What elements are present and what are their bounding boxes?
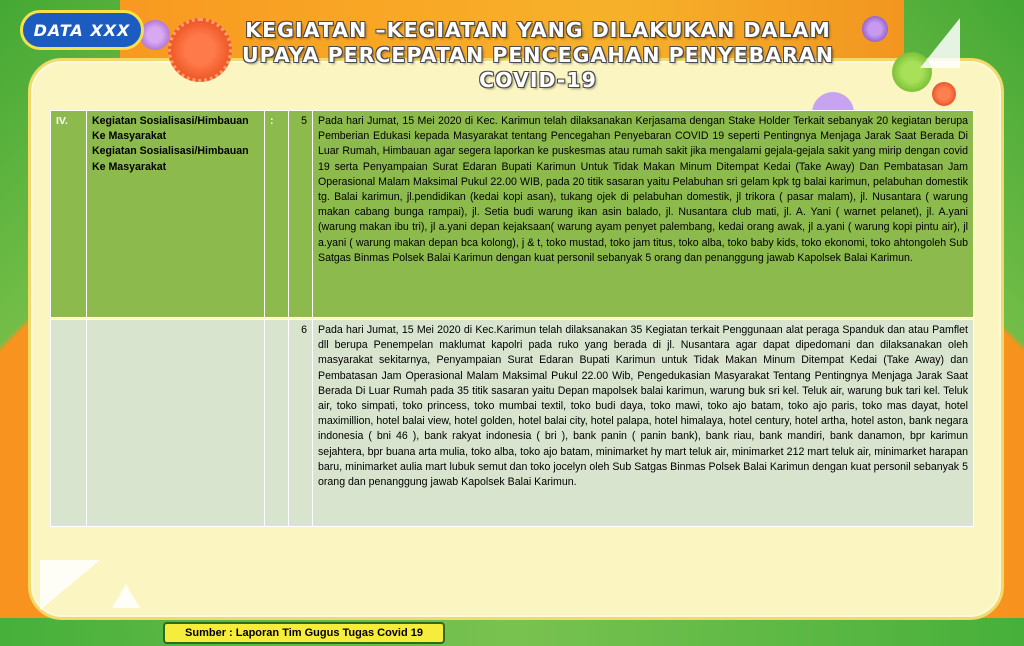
activity-table: [50, 110, 974, 527]
activity-description: Pada hari Jumat, 15 Mei 2020 di Kec.Karimun telah dilaksanakan 35 Kegiatan terkait Penggunaan alat peraga Spanduk dan atau Pamflet dll berupa Penempelan maklumat kapolri pada ruko yang berada di jl. Nusantara agar dapat dipedomani dan dilaksanakan oleh masyarakat sekitarnya, Penyampaian Surat Edaran Bupati Karimun untuk Tidak Makan Minum Ditempat Kedai (Take Away) dan Pembatasan Jam Operasional Malam Maksimal Pukul 22.00 Wib, Pengedukasian Masyarakat Tentang Pentingnya Menjaga Jarak Saat Berada Di Luar Rumah pada 35 titik sasaran yaitu Depan mapolsek balai karimun, warung buk sri kel. Teluk air, warung buk tari kel. Teluk air, toko simpati, toko princess, toko mumbai textil, toko budi daya, toko mawi, toko ajo batam, toko ajo paris, toko mas dayat, hotel maximillion, hotel balai view, hotel golden, hotel balai city, hotel palapa, hotel himalaya, hotel century, hotel artha, hotel aston, bank negara indonesia ( bni 46 ), bank rakyat indonesia ( bri ), bank panin ( panin bank), bank riau, bank mandiri, bank danamon, bpr karimun sejahtera, bpr buana arta mulia, toko alba, toko ajo batam, minimarket hy mart teluk air, minimarket 212 mart teluk air, minimarket harapan baru, minimarket aulia mart lubuk semut dan toko jocelyn oleh Sub Satgas Binmas Polsek Balai Karimun dengan kuat personil sebanyak 5 orang dan penanggung jawab Kapolsek Balai Karimun.: [313, 320, 974, 527]
separator-colon: :: [265, 111, 289, 318]
triangle-decor-icon: [40, 560, 100, 610]
item-number: 5: [289, 111, 313, 318]
data-badge: DATA XXX: [20, 10, 144, 50]
activity-category-label: Kegiatan Sosialisasi/Himbauan Ke Masyarakat: [92, 115, 249, 143]
table-row: [51, 111, 974, 318]
page-title: [200, 18, 876, 93]
virus-icon: [140, 20, 170, 50]
activity-description: Pada hari Jumat, 15 Mei 2020 di Kec. Karimun telah dilaksanakan Kerjasama dengan Stake Holder Terkait sebanyak 20 kegiatan berupa Pemberian Edukasi kepada Masyarakat tentang Pencegahan Penyebaran COVID 19 seperti Pentingnya Menjaga Jarak Saat Berada Di Luar Rumah, Himbauan agar segera laporkan ke puskesmas atau rumah sakit jika mengalami gejala-gejala sakit yang mirip dengan covid 19 serta Penyampaian Surat Edaran Bupati Karimun Untuk Tidak Makan Minum Ditempat Kedai (Take Away) Dan Pembatasan Jam Operasional Malam Maksimal Pukul 22.00 WIB, pada 20 titik sasaran yaitu Pelabuhan sri gelam kpk tg balai karimun, pelabuhan domestik tg. Balai karimun, jl.pendidikan (kedai kopi asan), tukang ojek di pelabuhan domestik, jl trikora ( pasar malam), jl. Nusantara ( warung makan cabang bunga rampai), jl. Setia budi warung ikan asin balado, jl. Nusantara club mati, jl. A. Yani ( warnet pelanet), jl. A.yani (warung makan ibu tri), jl a.yani depan kejaksaan( warung ayam penyet palembang, kedai orang awak, jl a.yani ( warung kopi pintu air), jl a.yani ( warung makan depan bca kolong), j & t, toko mustad, toko jam titus, toko alba, toko baby kids, toko ekonomi, toko ahtongoleh Sub Satgas Binmas Polsek Balai Karimun dengan kuat personil sebanyak 5 orang dan penanggung jawab Kapolsek Balai Karimun.: [313, 111, 974, 318]
title-line: COVID-19: [479, 68, 597, 92]
item-number: 6: [289, 320, 313, 527]
separator-colon: [265, 320, 289, 527]
row-number: [51, 320, 87, 527]
virus-icon: [932, 82, 956, 106]
title-line: KEGIATAN –KEGIATAN YANG DILAKUKAN DALAM: [245, 18, 831, 42]
decor-bottom-bar: [0, 618, 1024, 646]
triangle-decor-icon: [920, 18, 960, 68]
activity-category: [87, 111, 265, 318]
triangle-decor-icon: [112, 584, 140, 608]
activity-category: [87, 320, 265, 527]
source-note: Sumber : Laporan Tim Gugus Tugas Covid 19: [163, 622, 445, 644]
row-number: IV.: [51, 111, 87, 318]
table-row: [51, 320, 974, 527]
title-line: UPAYA PERCEPATAN PENCEGAHAN PENYEBARAN: [242, 43, 834, 67]
activity-category-label: Kegiatan Sosialisasi/Himbauan Ke Masyarakat: [92, 145, 249, 173]
